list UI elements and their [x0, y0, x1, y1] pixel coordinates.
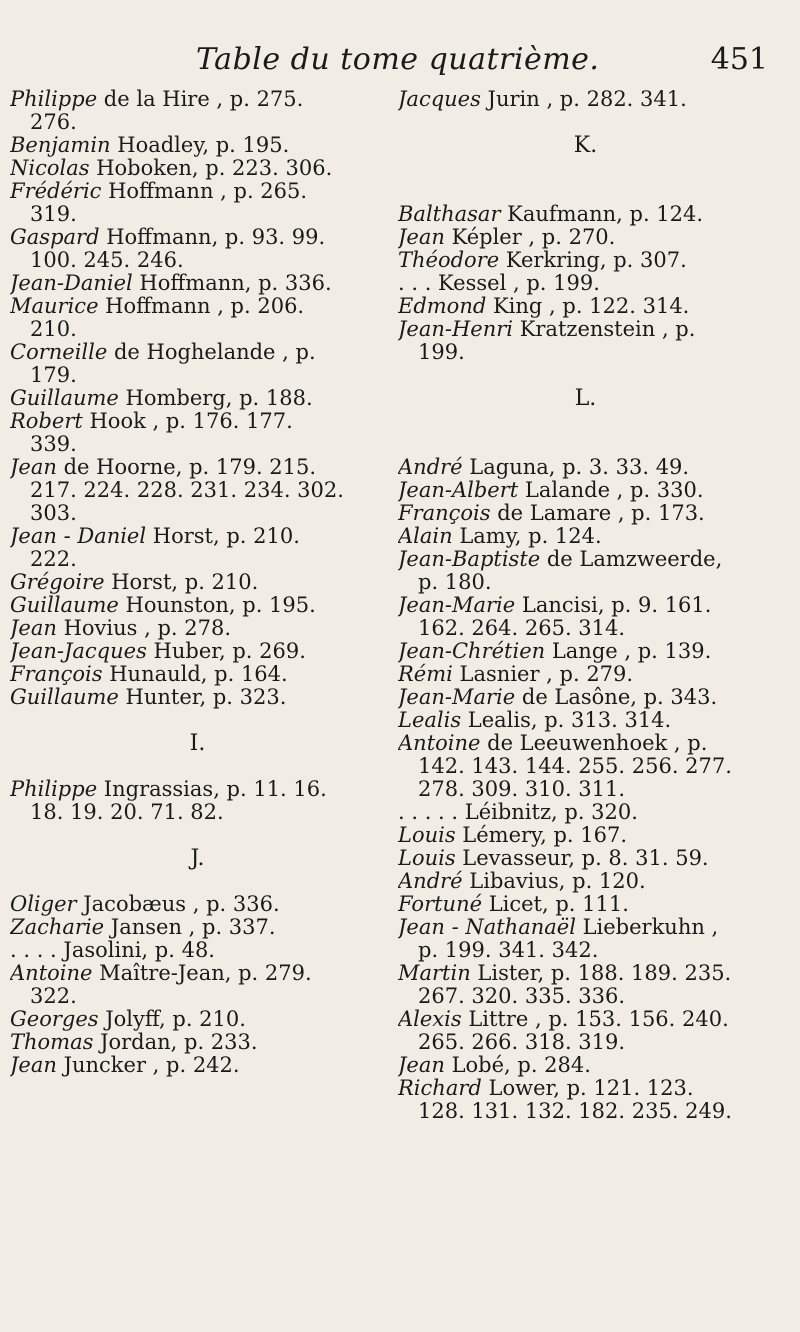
entry-text: Littre , p. 153. 156. 240.: [461, 1008, 729, 1031]
given-name: Nicolas: [10, 157, 90, 180]
entry-text: Lamy, p. 124.: [452, 525, 602, 548]
entry-continuation: 100. 245. 246.: [30, 249, 184, 272]
given-name: Grégoire: [10, 571, 105, 594]
index-entry: [10, 226, 385, 249]
entry-text: Libavius, p. 120.: [462, 870, 646, 893]
entry-text: Hoffmann, p. 93. 99.: [99, 226, 326, 249]
given-name: Thomas: [10, 1031, 94, 1054]
blank-line: [10, 755, 385, 778]
entry-text: Hovius , p. 278.: [56, 617, 231, 640]
given-name: Jean-Marie: [398, 686, 516, 709]
entry-text: Hounston, p. 195.: [118, 594, 316, 617]
blank-line: [10, 870, 385, 893]
given-name: Louis: [398, 824, 456, 847]
entry-text: Homberg, p. 188.: [118, 387, 313, 410]
given-name: Guillaume: [10, 686, 119, 709]
given-name: Frédéric: [10, 180, 102, 203]
blank-line: [10, 709, 385, 732]
entry-text: Laguna, p. 3. 33. 49.: [462, 456, 690, 479]
entry-continuation: 319.: [30, 203, 77, 226]
entry-text: Jolyff, p. 210.: [98, 1008, 246, 1031]
index-entry: [10, 640, 385, 663]
index-entry: [10, 686, 385, 709]
entry-continuation: 199.: [418, 341, 465, 364]
entry-text: Ingrassias, p. 11. 16.: [97, 778, 327, 801]
given-name: Jean-Baptiste: [398, 548, 541, 571]
entry-text: de Lamzweerde,: [540, 548, 723, 571]
entry-continuation: 179.: [30, 364, 77, 387]
entry-text: de Lasône, p. 343.: [515, 686, 718, 709]
entry-text: Kaufmann, p. 124.: [500, 203, 704, 226]
given-name: Oliger: [10, 893, 77, 916]
given-name: Jean-Henri: [398, 318, 514, 341]
index-entry: [398, 663, 773, 686]
entry-text: Huber, p. 269.: [146, 640, 306, 663]
given-name: Jean-Chrétien: [398, 640, 546, 663]
entry-text: Maître-Jean, p. 279.: [92, 962, 312, 985]
entry-text: Juncker , p. 242.: [56, 1054, 240, 1077]
index-entry: [398, 824, 773, 847]
blank-line: [398, 111, 773, 134]
blank-line: [398, 410, 773, 433]
entry-text: Hook , p. 176. 177.: [82, 410, 293, 433]
entry-continuation: 339.: [30, 433, 77, 456]
index-entry: [10, 1008, 385, 1031]
entry-text: Lalande , p. 330.: [518, 479, 704, 502]
entry-text: Kerkring, p. 307.: [499, 249, 687, 272]
given-name: François: [398, 502, 491, 525]
index-entry: [10, 410, 385, 433]
given-name: Zacharie: [10, 916, 105, 939]
entry-text: Lieberkuhn ,: [575, 916, 719, 939]
given-name: Jean: [398, 226, 445, 249]
entry-continuation: 267. 320. 335. 336.: [418, 985, 626, 1008]
entry-text: de Lamare , p. 173.: [490, 502, 705, 525]
index-entry: [10, 134, 385, 157]
entry-continuation: 265. 266. 318. 319.: [418, 1031, 626, 1054]
entry-text: Hunauld, p. 164.: [102, 663, 288, 686]
entry-text: Lasnier , p. 279.: [452, 663, 634, 686]
entry-text: Hoffmann, p. 336.: [132, 272, 332, 295]
entry-continuation: p. 180.: [418, 571, 492, 594]
entry-continuation: 322.: [30, 985, 77, 1008]
given-name: Rémi: [398, 663, 453, 686]
entry-text: de la Hire , p. 275.: [97, 88, 304, 111]
entry-text: . . . . . Léibnitz, p. 320.: [398, 801, 638, 824]
running-title: Table du tome quatrième.: [196, 42, 600, 77]
given-name: Jean: [10, 456, 57, 479]
page-number: 451: [710, 42, 768, 77]
index-entry: [398, 640, 773, 663]
given-name: Jean-Marie: [398, 594, 516, 617]
index-entry: [10, 939, 385, 962]
entry-text: Lancisi, p. 9. 161.: [515, 594, 712, 617]
given-name: Jean-Albert: [398, 479, 519, 502]
given-name: Philippe: [10, 88, 98, 111]
given-name: Fortuné: [398, 893, 483, 916]
index-entry: [10, 778, 385, 801]
entry-text: Kratzenstein , p.: [513, 318, 696, 341]
given-name: Théodore: [398, 249, 500, 272]
entry-text: Hoboken, p. 223. 306.: [89, 157, 333, 180]
given-name: Guillaume: [10, 387, 119, 410]
index-entry: [398, 249, 773, 272]
given-name: Alain: [398, 525, 453, 548]
entry-continuation: 278. 309. 310. 311.: [418, 778, 626, 801]
section-letter: J.: [190, 847, 205, 870]
given-name: Guillaume: [10, 594, 119, 617]
index-entry: [10, 525, 385, 548]
entry-text: Hoffmann , p. 265.: [101, 180, 308, 203]
given-name: Jean-Jacques: [10, 640, 147, 663]
entry-continuation: 303.: [30, 502, 77, 525]
blank-line: [398, 433, 773, 456]
index-entry: [10, 617, 385, 640]
left-column: [10, 88, 385, 1077]
entry-continuation: 142. 143. 144. 255. 256. 277.: [418, 755, 732, 778]
given-name: Antoine: [10, 962, 93, 985]
index-entry: [10, 272, 385, 295]
index-entry: [398, 962, 773, 985]
index-entry: [398, 893, 773, 916]
given-name: André: [398, 456, 463, 479]
section-letter: I.: [189, 732, 206, 755]
index-entry: [10, 180, 385, 203]
index-entry: [10, 594, 385, 617]
entry-text: Jacobæus , p. 336.: [76, 893, 280, 916]
index-entry: [398, 272, 773, 295]
index-entry: [10, 916, 385, 939]
entry-text: . . . Kessel , p. 199.: [398, 272, 600, 295]
index-entry: [10, 157, 385, 180]
given-name: Philippe: [10, 778, 98, 801]
entry-continuation: 276.: [30, 111, 77, 134]
blank-line: [398, 180, 773, 203]
index-entry: [398, 801, 773, 824]
given-name: Lealis: [398, 709, 462, 732]
index-entry: [398, 502, 773, 525]
index-entry: [398, 88, 773, 111]
index-entry: [398, 226, 773, 249]
index-entry: [398, 916, 773, 939]
entry-continuation: 128. 131. 132. 182. 235. 249.: [418, 1100, 732, 1123]
given-name: Georges: [10, 1008, 99, 1031]
entry-text: Lealis, p. 313. 314.: [461, 709, 672, 732]
index-entry: [10, 341, 385, 364]
entry-text: Hoffmann , p. 206.: [98, 295, 305, 318]
index-entry: [10, 88, 385, 111]
entry-continuation: 162. 264. 265. 314.: [418, 617, 626, 640]
given-name: Benjamin: [10, 134, 111, 157]
index-entry: [398, 318, 773, 341]
entry-text: de Leeuwenhoek , p.: [480, 732, 708, 755]
section-letter: L.: [574, 387, 597, 410]
entry-text: . . . . Jasolini, p. 48.: [10, 939, 215, 962]
blank-line: [10, 824, 385, 847]
entry-text: Lémery, p. 167.: [455, 824, 628, 847]
index-entry: [398, 732, 773, 755]
entry-text: Jordan, p. 233.: [93, 1031, 258, 1054]
entry-text: Képler , p. 270.: [444, 226, 616, 249]
given-name: Maurice: [10, 295, 99, 318]
index-entry: [10, 387, 385, 410]
entry-text: Lower, p. 121. 123.: [481, 1077, 694, 1100]
entry-text: Licet, p. 111.: [482, 893, 629, 916]
given-name: Gaspard: [10, 226, 100, 249]
given-name: Jean: [10, 1054, 57, 1077]
entry-continuation: 18. 19. 20. 71. 82.: [30, 801, 224, 824]
index-entry: [398, 870, 773, 893]
index-entry: [398, 295, 773, 318]
given-name: Robert: [10, 410, 83, 433]
given-name: Jean - Daniel: [10, 525, 147, 548]
index-entry: [10, 571, 385, 594]
entry-continuation: 210.: [30, 318, 77, 341]
given-name: Antoine: [398, 732, 481, 755]
entry-text: Horst, p. 210.: [104, 571, 259, 594]
index-entry: [398, 203, 773, 226]
entry-text: Lange , p. 139.: [545, 640, 712, 663]
entry-text: de Hoorne, p. 179. 215.: [56, 456, 317, 479]
entry-text: Levasseur, p. 8. 31. 59.: [455, 847, 709, 870]
index-entry: [398, 479, 773, 502]
entry-text: Lobé, p. 284.: [444, 1054, 591, 1077]
section-letter: K.: [573, 134, 598, 157]
index-entry: [398, 1077, 773, 1100]
entry-text: Jansen , p. 337.: [104, 916, 276, 939]
index-entry: [398, 686, 773, 709]
page-header: [0, 40, 800, 80]
given-name: Jacques: [398, 88, 481, 111]
given-name: François: [10, 663, 103, 686]
given-name: Jean-Daniel: [10, 272, 133, 295]
given-name: Martin: [398, 962, 471, 985]
entry-text: Hoadley, p. 195.: [110, 134, 290, 157]
index-entry: [10, 1054, 385, 1077]
given-name: Edmond: [398, 295, 487, 318]
entry-text: Hunter, p. 323.: [118, 686, 287, 709]
given-name: Jean - Nathanaël: [398, 916, 576, 939]
blank-line: [398, 157, 773, 180]
given-name: Louis: [398, 847, 456, 870]
entry-text: King , p. 122. 314.: [486, 295, 690, 318]
given-name: Alexis: [398, 1008, 462, 1031]
index-entry: [10, 456, 385, 479]
entry-continuation: 217. 224. 228. 231. 234. 302.: [30, 479, 344, 502]
index-entry: [398, 847, 773, 870]
entry-text: Horst, p. 210.: [146, 525, 300, 548]
index-entry: [10, 295, 385, 318]
index-entry: [398, 1054, 773, 1077]
blank-line: [398, 364, 773, 387]
right-column: [398, 88, 773, 1123]
index-entry: [10, 962, 385, 985]
index-entry: [398, 548, 773, 571]
given-name: Richard: [398, 1077, 482, 1100]
index-entry: [10, 893, 385, 916]
given-name: Balthasar: [398, 203, 501, 226]
given-name: Jean: [10, 617, 57, 640]
entry-text: de Hoghelande , p.: [107, 341, 316, 364]
index-entry: [398, 1008, 773, 1031]
entry-continuation: 222.: [30, 548, 77, 571]
entry-continuation: p. 199. 341. 342.: [418, 939, 599, 962]
entry-text: Jurin , p. 282. 341.: [480, 88, 687, 111]
index-entry: [10, 1031, 385, 1054]
index-entry: [398, 594, 773, 617]
index-entry: [398, 709, 773, 732]
given-name: Jean: [398, 1054, 445, 1077]
index-entry: [398, 525, 773, 548]
given-name: Corneille: [10, 341, 108, 364]
entry-text: Lister, p. 188. 189. 235.: [470, 962, 732, 985]
index-entry: [398, 456, 773, 479]
given-name: André: [398, 870, 463, 893]
index-entry: [10, 663, 385, 686]
